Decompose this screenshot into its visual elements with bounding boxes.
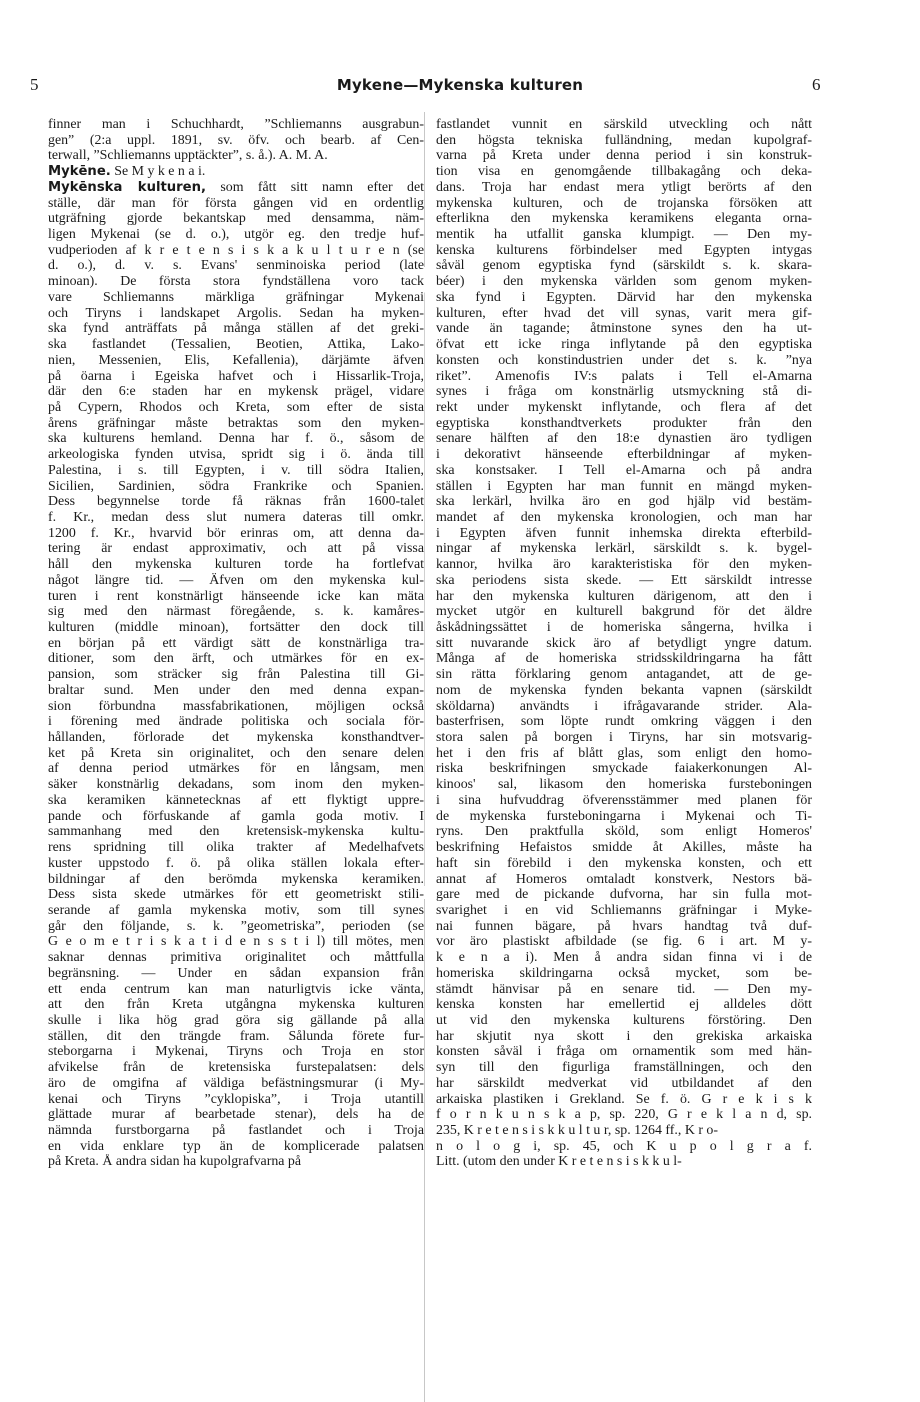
text-line: Litt. (utom den under K r e t e n s i s k k u l- bbox=[436, 1154, 682, 1170]
text-line: saknar dennas primitiva originalitet och måttfulla bbox=[48, 950, 424, 966]
column-divider bbox=[424, 112, 425, 1402]
text-line: vare Schliemanns märkliga gräfningar Mykenai bbox=[48, 289, 424, 305]
text-line: ska lerkärl, hvilka äro en god hjälp vid bestäm- bbox=[436, 494, 812, 510]
text-line: ligen Mykenai (se d. o.), utgör eg. den tredje huf- bbox=[48, 227, 424, 243]
text-line: svarighet i en vid Schliemanns gräfningar i Myke- bbox=[436, 902, 812, 918]
text-line: konsten och konstindustrien under det s. k. ”nya bbox=[436, 352, 812, 368]
text-column-right bbox=[436, 117, 812, 1402]
text-line: sig med den närmast föregående, s. k. kamåres- bbox=[48, 604, 424, 620]
text-line: ställen, dit den trängde fram. Sålunda förete fur- bbox=[48, 1028, 424, 1044]
text-line: G e o m e t r i s k a t i d e n s s t i l) till mötes, men bbox=[48, 934, 424, 950]
text-line: homeriska skildringarna också mycket, som be- bbox=[436, 965, 812, 981]
text-line: béer) i den mykenska världen som genom myken- bbox=[436, 274, 812, 290]
text-line: Mykēne. Se M y k e n a i. bbox=[48, 164, 206, 180]
text-line: Många af de homeriska stridsskildringarna ha fått bbox=[436, 651, 812, 667]
text-line: ska keramiken kännetecknas af ett flyktigt uppre- bbox=[48, 792, 424, 808]
running-head-title: Mykene—Mykenska kulturen bbox=[336, 76, 584, 94]
text-line: nom de mykenska fynden bekanta vapnen (särskildt bbox=[436, 682, 812, 698]
text-line: har den mykenska kulturen därigenom, att den i bbox=[436, 588, 812, 604]
text-line: finner man i Schuchhardt, ”Schliemanns ausgrabun- bbox=[48, 117, 424, 132]
page-number-right: 6 bbox=[812, 75, 821, 94]
text-line: pansion, som sträcker sig från Palestina till Gi- bbox=[48, 667, 424, 683]
text-line: utgräfning gjorde bekantskap med densamma, näm- bbox=[48, 211, 424, 227]
text-line: i dekorativt hänseende efterbildningar af myken- bbox=[436, 447, 812, 463]
text-line: Mykēnska kulturen, som fått sitt namn efter det bbox=[48, 179, 424, 195]
text-line: annat af Homeros omtaladt konstverk, Nestors bä- bbox=[436, 871, 812, 887]
text-line: nien, Messenien, Elis, Kefallenia), därjämte äfven bbox=[48, 352, 424, 368]
text-line: håll den mykenska kulturen torde ha fortlefvat bbox=[48, 557, 424, 573]
text-line: att den från Kreta utgångna mykenska kulturen bbox=[48, 997, 424, 1013]
text-line: gen” (2:a uppl. 1891, sv. öfv. och bearb. af Cen- bbox=[48, 132, 424, 148]
text-line: ska fynd i Egypten. Därvid har den mykenska bbox=[436, 289, 812, 305]
text-line: terwall, ”Schliemanns upptäckter”, s. å.). A. M. A. bbox=[48, 148, 328, 164]
text-line: glättade murar af bearbetade stenar), dels ha de bbox=[48, 1107, 424, 1123]
text-line: ningar af mykenska lerkärl, särskildt s. k. bygel- bbox=[436, 541, 812, 557]
text-line: Dess sista skede utmärkes för ett geometriskt stili- bbox=[48, 887, 424, 903]
text-line: konsten såväl i fråga om ornamentik som med hän- bbox=[436, 1044, 812, 1060]
text-line: k e n a i). Men å andra sidan finna vi i de bbox=[436, 950, 812, 966]
text-line: går den följande, s. k. ”geometriska”, perioden (se bbox=[48, 918, 424, 934]
text-line: årens gräfningar måste betraktas som den myken- bbox=[48, 415, 424, 431]
text-line: serande af gamla mykenska motiv, som till synes bbox=[48, 902, 424, 918]
text-line: ett enda centrum kan man naturligtvis icke vänta, bbox=[48, 981, 424, 997]
text-line: pande och förfuskande af gamla goda motiv. I bbox=[48, 808, 424, 824]
text-line: kuster uppstodo f. ö. på olika ställen lokala efter- bbox=[48, 855, 424, 871]
text-line: dans. Troja har endast mera ytligt berörts af den bbox=[436, 179, 812, 195]
text-line: riket”. Amenofis IV:s palats i Tell el-Amarna bbox=[436, 368, 812, 384]
text-line: het i den fris af blått glas, som enligt den homo- bbox=[436, 745, 812, 761]
text-line: åskådningssättet i de homeriska sångerna, hvilka i bbox=[436, 620, 812, 635]
text-line: varna på Kreta under denna period i sin konstruk- bbox=[436, 148, 812, 164]
text-line: Sicilien, Sardinien, södra Frankrike och Spanien. bbox=[48, 478, 424, 494]
text-line: sin rätta förklaring genom antagandet, att de ge- bbox=[436, 667, 812, 683]
text-line: rens spridning till olika trakter af Medelhafvets bbox=[48, 840, 424, 856]
text-line: ut vid den mykenska kulturens förstöring. Den bbox=[436, 1012, 812, 1028]
text-line: ställe, där man för första gången vid en ordentlig bbox=[48, 195, 424, 211]
text-line: bildningar af den berömda mykenska keramiken. bbox=[48, 871, 424, 887]
text-line: synes i fråga om konstnärlig utsmyckning stå di- bbox=[436, 384, 812, 400]
text-line: turen i rent konstnärligt hänseende icke kan mäta bbox=[48, 588, 424, 604]
text-line: såväl genom egyptiska fynd (särskildt s. k. skara- bbox=[436, 258, 812, 274]
text-line: sion förbundna massfabrikationen, möjligen också bbox=[48, 698, 424, 714]
text-line: af denna period utmärkes för en långsam, men bbox=[48, 761, 424, 777]
page-number-left: 5 bbox=[30, 75, 39, 94]
text-line: där den 6:e staden har en mykensk prägel, vidare bbox=[48, 384, 424, 400]
text-line: egyptiska konsthandtverkets produkter från den bbox=[436, 415, 812, 431]
text-line: vor äro plastiskt afbildade (se fig. 6 i art. M y- bbox=[436, 934, 812, 950]
text-line: sköldarna) användts i ifrågavarande strider. Ala- bbox=[436, 698, 812, 714]
text-line: rekt under mykenskt inflytande, och flera af det bbox=[436, 399, 812, 415]
text-line: ställen i Egypten har man funnit en mängd myken- bbox=[436, 478, 812, 494]
text-line: vudperioden af k r e t e n s i s k a k u l t u r e n (se bbox=[48, 242, 424, 258]
text-line: vande än tagande; åtminstone synes den ha ut- bbox=[436, 321, 812, 337]
text-line: begränsning. — Under en sådan expansion från bbox=[48, 965, 424, 981]
text-line: ska konstsaker. I Tell el-Amarna och på andra bbox=[436, 462, 812, 478]
text-line: mykenska kulturen, och de trojanska försöken att bbox=[436, 195, 812, 211]
text-line: kulturen, efter hvad det vill synas, varit mera gif- bbox=[436, 305, 812, 321]
text-line: gare med de pickande dufvorna, har sin fulla mot- bbox=[436, 887, 812, 903]
text-line: hållanden, förlorade det mykenska konsthandtver- bbox=[48, 730, 424, 746]
text-line: f o r n k u n s k a p, sp. 220, G r e k l a n d, sp. bbox=[436, 1107, 812, 1123]
text-line: öfvat ett icke ringa inflytande på den egyptiska bbox=[436, 337, 812, 353]
text-line: Palestina, i s. till Egypten, i v. till södra Italien, bbox=[48, 462, 424, 478]
text-line: n o l o g i, sp. 45, och K u p o l g r a f. bbox=[436, 1138, 812, 1154]
text-line: på Cypern, Rhodos och Kreta, som efter de sista bbox=[48, 399, 424, 415]
text-line: senare hälften af den 18:e dynastien äro tydligen bbox=[436, 431, 812, 447]
text-line: har särskildt medverkat vid utbildandet af den bbox=[436, 1075, 812, 1091]
text-line: arkeologiska fynden utvisa, spridt sig i ö. ända till bbox=[48, 447, 424, 463]
text-line: efterlikna den mykenska keramikens eleganta orna- bbox=[436, 211, 812, 227]
text-line: i Egypten äfven funnit inhemska direkta efterbild- bbox=[436, 525, 812, 541]
text-line: stora salen på borgen i Tiryns, har sin motsvarig- bbox=[436, 730, 812, 746]
text-line: sammanhang med den kretensisk-mykenska kultu- bbox=[48, 824, 424, 840]
text-line: har skjutit nya skott i den grekiska arkaiska bbox=[436, 1028, 812, 1044]
text-line: säker konstnärlig dekadans, som inom den myken- bbox=[48, 777, 424, 793]
text-line: på Kreta. Å andra sidan ha kupolgrafvarna på bbox=[48, 1154, 302, 1170]
text-line: en början på ett värdigt sätt de konstnärliga tra- bbox=[48, 635, 424, 651]
text-line: på öarna i Egeiska hafvet och i Hissarlik-Troja, bbox=[48, 368, 424, 384]
text-line: beskrifning Hefaistos smidde åt Akilles, måste ha bbox=[436, 840, 812, 856]
text-line: braltar sund. Men under den med denna expan- bbox=[48, 682, 424, 698]
text-line: kenska konsten har emellertid ej alldeles dött bbox=[436, 997, 812, 1013]
text-line: ditioner, som den ärft, och utmärkes för en ex- bbox=[48, 651, 424, 667]
text-line: sitt nuvarande skick äro af betydligt yngre datum. bbox=[436, 635, 812, 651]
text-line: steborgarna i Mykenai, Tiryns och Troja en stor bbox=[48, 1044, 424, 1060]
text-line: stämdt hänvisar på en senare tid. — Den my- bbox=[436, 981, 812, 997]
text-line: f. Kr., medan dess slut numera dateras till omkr. bbox=[48, 509, 424, 525]
text-line: mycket utgör en kulturell bakgrund för det äldre bbox=[436, 604, 812, 620]
text-line: och Tiryns i landskapet Argolis. Sedan ha myken- bbox=[48, 305, 424, 321]
text-line: ska fastlandet (Tessalien, Beotien, Attika, Lako- bbox=[48, 337, 424, 353]
text-line: 1200 f. Kr., hvarvid bör erinras om, att denna da- bbox=[48, 525, 424, 541]
text-line: ska kulturens hemland. Denna har f. ö., såsom de bbox=[48, 431, 424, 447]
text-line: basterfrisen, som löpte rundt omkring väggen i den bbox=[436, 714, 812, 730]
text-line: den högsta tekniska fulländning, medan kupolgraf- bbox=[436, 132, 812, 148]
text-line: mandet af den mykenska kronologien, och man har bbox=[436, 509, 812, 525]
text-line: kinoos' sal, likasom den homeriska fursteboningen bbox=[436, 777, 812, 793]
text-line: kulturen (middle minoan), fortsätter den dock till bbox=[48, 620, 424, 635]
text-line: tion visa en genomgående tillbakagång och deka- bbox=[436, 164, 812, 180]
text-line: ska fynd anträffats på många ställen af det greki- bbox=[48, 321, 424, 337]
text-line: i förening med ändrade politiska och sociala för- bbox=[48, 714, 424, 730]
text-line: kenska kulturens förbindelser med Egypten intygas bbox=[436, 242, 812, 258]
text-line: riska beskrifningen smyckade faiakerkonungen Al- bbox=[436, 761, 812, 777]
text-line: de mykenska fursteboningarna i Mykenai och Ti- bbox=[436, 808, 812, 824]
text-line: afvikelse från de kretensiska furstepalatsen: dels bbox=[48, 1060, 424, 1076]
text-line: kenai och Tiryns ”cyklopiska”, i Troja utantill bbox=[48, 1091, 424, 1107]
text-line: nämnda furstborgarna på fastlandet och i Troja bbox=[48, 1123, 424, 1138]
text-line: minoan). De första stora fyndställena voro tack bbox=[48, 274, 424, 290]
text-line: kannor, hvilka äro karakteristiska för den myken- bbox=[436, 557, 812, 573]
text-line: äro de omgifna af väldiga befästningsmurar (i My- bbox=[48, 1075, 424, 1091]
text-line: ket på Kreta sin originalitet, och den senare delen bbox=[48, 745, 424, 761]
text-line: haft sin förebild i den mykenska konsten, och ett bbox=[436, 855, 812, 871]
text-line: ryns. Den praktfulla sköld, som enligt Homeros' bbox=[436, 824, 812, 840]
text-line: ska periodens sista skede. — Ett särskildt intresse bbox=[436, 572, 812, 588]
text-line: fastlandet vunnit en särskild utveckling och nått bbox=[436, 117, 812, 132]
text-line: mentik ha utfallit ganska klumpigt. — Den my- bbox=[436, 227, 812, 243]
text-line: arkaiska plastiken i Grekland. Se f. ö. G r e k i s k bbox=[436, 1091, 812, 1107]
text-column-left bbox=[48, 117, 424, 1402]
text-line: nai funnen bägare, på hvars handtag två duf- bbox=[436, 918, 812, 934]
text-line: d. o.), d. v. s. Evans' senminoiska period (late bbox=[48, 258, 424, 274]
text-line: Dess begynnelse torde få räknas från 1600-talet bbox=[48, 494, 424, 510]
text-line: något längre tid. — Äfven om den mykenska kul- bbox=[48, 572, 424, 588]
text-line: 235, K r e t e n s i s k k u l t u r, sp. 1264 ff., K r o- bbox=[436, 1123, 718, 1138]
text-line: tering är endast approximativ, och att på vissa bbox=[48, 541, 424, 557]
text-line: skulle i lika hög grad göra sig gällande på alla bbox=[48, 1012, 424, 1028]
text-line: i sina hufvuddrag öfverensstämmer med planen för bbox=[436, 792, 812, 808]
text-line: syn till den figurliga framställningen, och den bbox=[436, 1060, 812, 1076]
text-line: en vida enklare typ än de komplicerade palatsen bbox=[48, 1138, 424, 1154]
